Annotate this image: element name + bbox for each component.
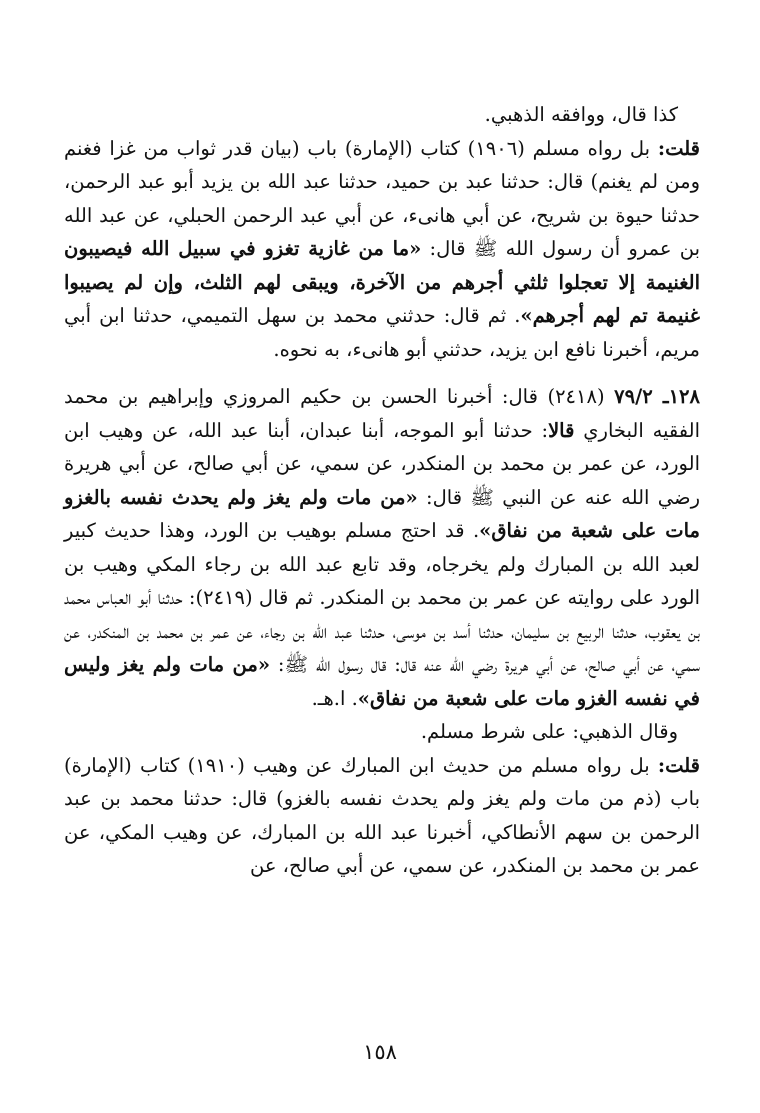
- hadith-quote: «ما من غازية تغزو في سبيل الله فيصيبون الغنيمة إلا تعجلوا ثلثي أجرهم من الآخرة، ويبقى لهم الثلث، وإن لم يصيبوا غنيمة تم لهم أجرهم»: [64, 237, 700, 327]
- paragraph-text: . ا.هـ.: [311, 686, 358, 710]
- hadith-quote: «من مات ولم يغز وليس في نفسه الغزو مات على شعبة من نفاق»: [64, 653, 700, 710]
- paragraph-text: . قد احتج مسلم بوهيب بن الورد، وهذا حديث كبير لعبد الله بن المبارك ولم يخرجاه، وقد تابع عبد الله بن رجاء المكي وهيب بن الورد على روايته عن عمر بن محمد بن المنكدر. ثم قال (٢٤١٩): حدثنا أبو العباس محمد بن يعقوب، حدثنا الربيع بن سليمان، حدثنا أسد بن موسى، حدثنا عبد الله بن رجاء، عن عمر بن محمد بن المنكدر، عن سمي، عن أبي صالح، عن أبي هريرة رضي الله عنه قال: قال رسول الله ﷺ:: [64, 519, 701, 676]
- hadith-number: ١٢٨ـ ٧٩/٢: [614, 385, 700, 408]
- qultu-label: قلت:: [657, 753, 700, 777]
- paragraph-text: (٢٤١٨) قال: أخبرنا الحسن بن حكيم المروزي وإبراهيم بن محمد الفقيه البخاري: [64, 385, 700, 442]
- paragraph-text: قالا: [548, 418, 575, 442]
- hadith-quote: «من مات ولم يغز ولم يحدث نفسه بالغزو مات على شعبة من نفاق»: [64, 485, 700, 542]
- paragraph-text: . ثم قال: حدثني محمد بن سهل التميمي، حدثنا ابن أبي مريم، أخبرنا نافع ابن يزيد، حدثني أبو هانىء، به نحوه.: [64, 304, 700, 361]
- paragraph-muslim-1906: [64, 132, 700, 367]
- paragraph-text: بل رواه مسلم (١٩٠٦) كتاب (الإمارة) باب (بيان قدر ثواب من غزا فغنم ومن لم يغنم) قال: حدثنا عبد بن حميد، حدثنا عبد الله بن يزيد أبو عبد الرحمن، حدثنا حيوة بن شريح، عن أبي هانىء، عن أبي عبد الرحمن الحبلي، عن عبد الله بن عمرو أن رسول الله ﷺ قال:: [64, 136, 700, 260]
- paragraph-text: بل رواه مسلم من حديث ابن المبارك عن وهيب (١٩١٠) كتاب (الإمارة) باب (ذم من مات ولم يغز ولم يحدث نفسه بالغزو) قال: حدثنا محمد بن عبد الرحمن بن سهم الأنطاكي، أخبرنا عبد الله بن المبارك، عن وهيب المكي، عن عمر بن محمد بن المنكدر، عن سمي، عن أبي صالح، عن: [64, 753, 700, 877]
- paragraph-dhahabi-note: كذا قال، ووافقه الذهبي.: [484, 103, 678, 126]
- paragraph-dhahabi-condition: وقال الذهبي: على شرط مسلم.: [420, 720, 678, 743]
- paragraph-muslim-1910: [64, 749, 700, 883]
- hadith-entry-128: [64, 380, 700, 715]
- paragraph-text: : حدثنا أبو الموجه، أبنا عبدان، أبنا عبد الله، عن وهيب ابن الورد، عن عمر بن محمد بن المنكدر، عن سمي، عن أبي صالح، عن أبي هريرة رضي الله عنه عن النبي ﷺ قال:: [64, 418, 700, 509]
- page-number: ١٥٨: [363, 1040, 397, 1064]
- page-body: [64, 98, 700, 883]
- qultu-label: قلت:: [657, 136, 700, 160]
